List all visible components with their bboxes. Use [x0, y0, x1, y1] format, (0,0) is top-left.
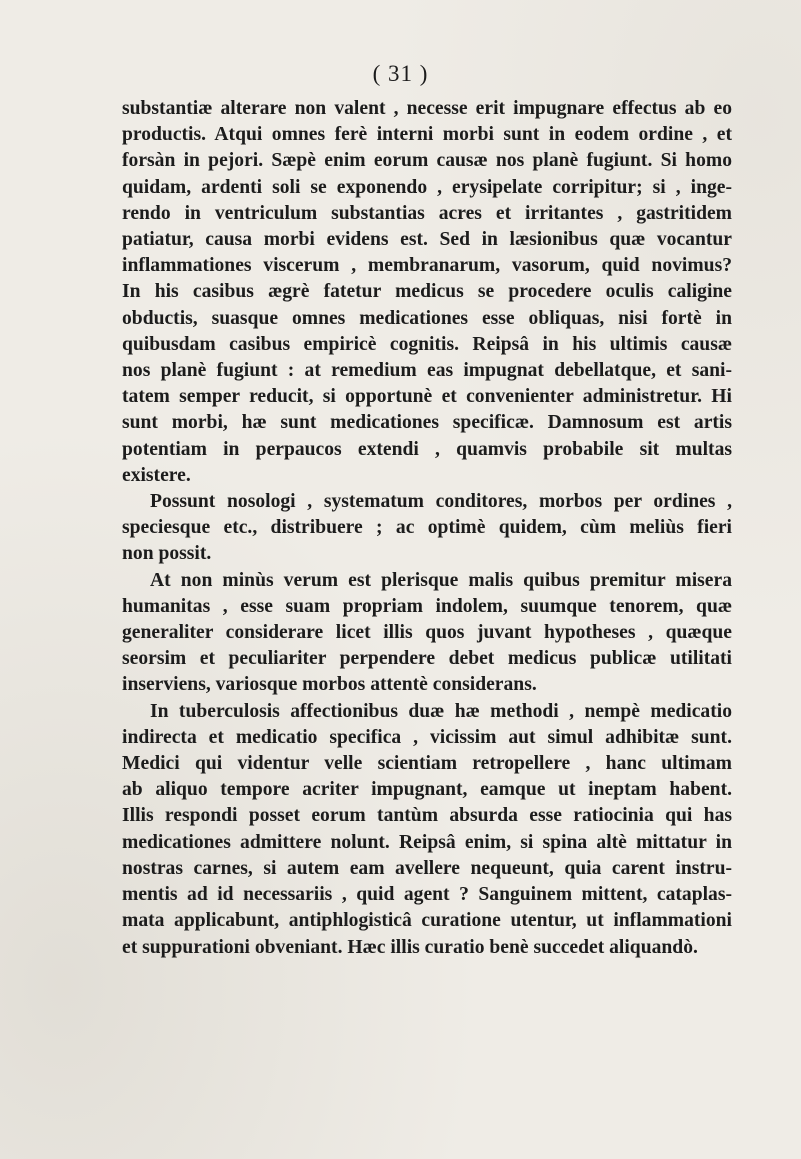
text-line: In tuberculosis affectionibus duæ hæ methodi , nempè medicatio — [150, 700, 732, 722]
text-line: substantiæ alterare non valent , necesse erit impugnare effectus ab eo — [122, 98, 732, 119]
paragraph — [122, 489, 732, 568]
text-line: et suppurationi obveniant. Hæc illis curatio benè succedet aliquandò. — [122, 936, 698, 958]
text-line: inserviens, variosque morbos attentè considerans. — [122, 674, 537, 696]
text-line: At non minùs verum est plerisque malis quibus premitur misera — [150, 569, 732, 591]
text-line: tatem semper reducit, si opportunè et convenienter administretur. Hi — [122, 386, 732, 408]
text-line: speciesque etc., distribuere ; ac optimè quidem, cùm meliùs fieri — [122, 517, 732, 539]
text-line: non possit. — [122, 543, 212, 565]
body-text — [122, 96, 732, 961]
text-line: mentis ad id necessariis , quid agent ? Sanguinem mittent, cataplas- — [122, 884, 732, 906]
page-number: ( 31 ) — [372, 61, 429, 86]
text-line: generaliter considerare licet illis quos juvant hypotheses , quæque — [122, 622, 732, 644]
text-line: Medici qui videntur velle scientiam retropellere , hanc ultimam — [122, 753, 732, 775]
text-line: Illis respondi posset eorum tantùm absurda esse ratiocinia qui has — [122, 805, 732, 827]
text-line: potentiam in perpaucos extendi , quamvis probabile sit multas — [122, 438, 732, 460]
text-line: sunt morbi, hæ sunt medicationes specificæ. Damnosum est artis — [122, 412, 732, 434]
text-line: medicationes admittere nolunt. Reipsâ enim, si spina altè mittatur in — [122, 831, 732, 853]
text-line: forsàn in pejori. Sæpè enim eorum causæ nos planè fugiunt. Si homo — [122, 150, 732, 172]
paragraph — [122, 96, 732, 489]
text-line: productis. Atqui omnes ferè interni morbi sunt in eodem ordine , et — [122, 124, 732, 146]
text-line: obductis, suasque omnes medicationes esse obliquas, nisi fortè in — [122, 307, 732, 329]
text-line: seorsim et peculiariter perpendere debet medicus publicæ utilitati — [122, 648, 732, 670]
text-line: humanitas , esse suam propriam indolem, suumque tenorem, quæ — [122, 595, 732, 617]
text-line: existere. — [122, 464, 191, 486]
text-line: nostras carnes, si autem eam avellere nequeunt, quia carent instru- — [122, 857, 732, 879]
text-line: rendo in ventriculum substantias acres et irritantes , gastritidem — [122, 202, 732, 224]
text-line: quibusdam casibus empiricè cognitis. Reipsâ in his ultimis causæ — [122, 333, 732, 355]
text-line: In his casibus ægrè fatetur medicus se procedere oculis caligine — [122, 281, 732, 303]
text-line: inflammationes viscerum , membranarum, vasorum, quid novimus? — [122, 255, 732, 277]
text-line: nos planè fugiunt : at remedium eas impugnat debellatque, et sani- — [122, 360, 732, 382]
text-line: patiatur, causa morbi evidens est. Sed in læsionibus quæ vocantur — [122, 229, 732, 251]
text-line: ab aliquo tempore acriter impugnant, eamque ut ineptam habent. — [122, 779, 732, 801]
paragraph — [122, 568, 732, 699]
text-line: mata applicabunt, antiphlogisticâ curatione utentur, ut inflammationi — [122, 910, 732, 932]
text-line: indirecta et medicatio specifica , vicissim aut simul adhibitæ sunt. — [122, 726, 732, 748]
paragraph — [122, 699, 732, 961]
text-line: Possunt nosologi , systematum conditores, morbos per ordines , — [150, 491, 732, 513]
text-line: quidam, ardenti soli se exponendo , erysipelate corripitur; si , inge- — [122, 176, 732, 198]
